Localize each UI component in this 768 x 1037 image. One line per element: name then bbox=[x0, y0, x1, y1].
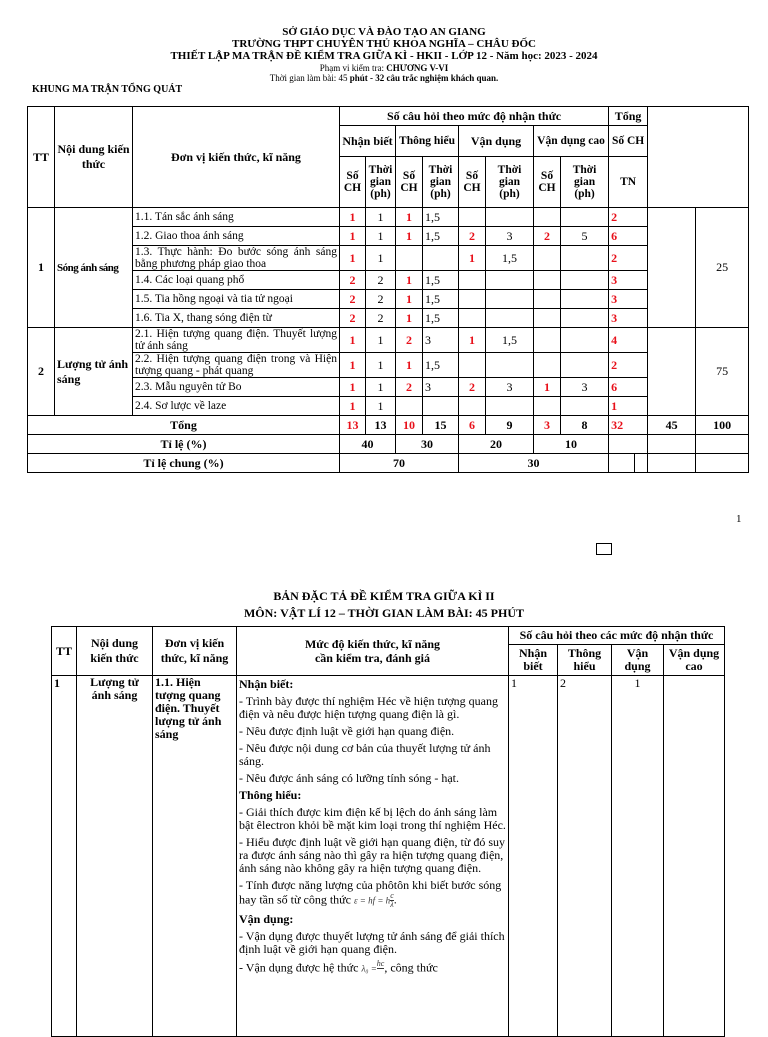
matrix-total-tht: 15 bbox=[423, 416, 459, 435]
th-cell: 1 bbox=[396, 290, 423, 309]
nb-cell: 1 bbox=[340, 328, 366, 353]
tn-cell: 3 bbox=[609, 290, 648, 309]
nbt-cell: 1 bbox=[366, 378, 396, 397]
th-cell: 1 bbox=[396, 271, 423, 290]
tht-cell: 1,5 bbox=[423, 271, 459, 290]
matrix-row bbox=[28, 246, 749, 271]
vd-cell bbox=[459, 397, 486, 416]
matrix-h-th-soch: Số CH bbox=[396, 157, 423, 208]
matrix-h-levels: Số câu hỏi theo mức độ nhận thức bbox=[340, 107, 609, 126]
unit-cell: 1.6. Tia X, thang sóng điện từ bbox=[133, 309, 340, 328]
vdt-cell: 1,5 bbox=[486, 328, 534, 353]
nbt-cell: 2 bbox=[366, 271, 396, 290]
vd-cell: 1 bbox=[459, 246, 486, 271]
spec-item: - Vận dụng được thuyết lượng tử ánh sáng để giải thích định luật về giới hạn quang điện. bbox=[239, 929, 505, 956]
matrix-h-th: Thông hiểu bbox=[396, 126, 459, 157]
spec-item: - Trình bày được thí nghiệm Héc về hiện tượng quang điện và nêu được hiện tượng quang điện là gì. bbox=[239, 694, 498, 721]
vd-formula-line: - Vận dụng được hệ thức λ₀ = hc , công thức bbox=[239, 959, 438, 975]
matrix-total-nbt: 13 bbox=[366, 416, 396, 435]
spec-table bbox=[51, 626, 725, 1037]
matrix-h-vdc: Vận dụng cao bbox=[534, 126, 609, 157]
matrix-h-soch-total: Số CH bbox=[609, 126, 648, 157]
group-name: Lượng tử ánh sáng bbox=[55, 328, 133, 416]
matrix-h-vd-time: Thời gian (ph) bbox=[486, 157, 534, 208]
vdt-cell: 1,5 bbox=[486, 246, 534, 271]
vd-cell: 2 bbox=[459, 378, 486, 397]
vdc-cell: 1 bbox=[534, 378, 561, 397]
matrix-total-nb: 13 bbox=[340, 416, 366, 435]
th-cell bbox=[396, 397, 423, 416]
spec-h-content: Nội dung kiến thức bbox=[77, 627, 153, 676]
spec-h-th: Thông hiểu bbox=[558, 645, 612, 676]
page-number: 1 bbox=[736, 513, 742, 525]
vd-title: Vận dụng: bbox=[239, 912, 294, 926]
vdc-cell bbox=[534, 309, 561, 328]
unit-cell: 1.1. Tán sắc ánh sáng bbox=[133, 208, 340, 227]
tht-cell: 1,5 bbox=[423, 208, 459, 227]
spec-row-unit: 1.1. Hiện tượng quang điện. Thuyết lượng tử ánh sáng bbox=[153, 676, 237, 1037]
matrix-row bbox=[28, 328, 749, 353]
vdct-cell bbox=[561, 353, 609, 378]
vdct-cell bbox=[561, 271, 609, 290]
vdt-cell bbox=[486, 271, 534, 290]
matrix-total-vdc: 3 bbox=[534, 416, 561, 435]
matrix-table bbox=[27, 106, 749, 473]
vd-cell bbox=[459, 208, 486, 227]
vd-cell bbox=[459, 271, 486, 290]
vdct-cell bbox=[561, 246, 609, 271]
spec-h-level: Mức độ kiến thức, kĩ năng cần kiểm tra, đánh giá bbox=[237, 627, 509, 676]
matrix-row bbox=[28, 378, 749, 397]
vdt-cell bbox=[486, 309, 534, 328]
spec-h-vdc: Vận dụng cao bbox=[664, 645, 725, 676]
matrix-h-unit: Đơn vị kiến thức, kĩ năng bbox=[133, 107, 340, 208]
matrix-row bbox=[28, 290, 749, 309]
vdc-cell bbox=[534, 246, 561, 271]
vdct-cell bbox=[561, 208, 609, 227]
matrix-h-tn: TN bbox=[609, 157, 648, 208]
header-line-2: TRƯỜNG THPT CHUYÊN THỦ KHOA NGHĨA – CHÂU ĐỐC bbox=[232, 38, 536, 50]
nb-cell: 1 bbox=[340, 353, 366, 378]
vdc-cell bbox=[534, 328, 561, 353]
vdt-cell bbox=[486, 397, 534, 416]
spec-h-nb: Nhận biết bbox=[509, 645, 558, 676]
matrix-total-vdct: 8 bbox=[561, 416, 609, 435]
group-time bbox=[648, 328, 696, 416]
spec-row-content: Lượng tử ánh sáng bbox=[77, 676, 153, 1037]
vd-cell bbox=[459, 309, 486, 328]
unit-cell: 2.3. Mẫu nguyên tử Bo bbox=[133, 378, 340, 397]
unit-cell: 1.2. Giao thoa ánh sáng bbox=[133, 227, 340, 246]
group-name: Sóng ánh sáng bbox=[55, 208, 133, 328]
tht-cell: 1,5 bbox=[423, 353, 459, 378]
matrix-ratio-label: Tỉ lệ (%) bbox=[28, 435, 340, 454]
vd-cell bbox=[459, 290, 486, 309]
spec-h-vd: Vận dụng bbox=[612, 645, 664, 676]
nbt-cell: 1 bbox=[366, 353, 396, 378]
matrix-total-th: 10 bbox=[396, 416, 423, 435]
header-line-3: THIẾT LẬP MA TRẬN ĐỀ KIỂM TRA GIỮA KÌ - HKII - LỚP 12 - Năm học: 2023 - 2024 bbox=[170, 50, 598, 62]
vdt-cell bbox=[486, 353, 534, 378]
th-cell: 1 bbox=[396, 208, 423, 227]
th-formula-line: - Tính được năng lượng của phôtôn khi biết bước sóng hay tần số từ công thức ε = hf = h $\frac{c}{\lambda}$ . bbox=[239, 878, 502, 909]
nbt-cell: 1 bbox=[366, 328, 396, 353]
vdct-cell bbox=[561, 397, 609, 416]
unit-cell: 2.2. Hiện tượng quang điện trong và Hiện tượng quang - phát quang bbox=[133, 353, 340, 378]
matrix-ratio-vd: 20 bbox=[459, 435, 534, 454]
th-cell bbox=[396, 246, 423, 271]
time-line: Thời gian làm bài: 45 phút - 32 câu trắc nghiệm khách quan. bbox=[269, 73, 499, 83]
unit-cell: 2.1. Hiện tượng quang điện. Thuyết lượng tử ánh sáng bbox=[133, 328, 340, 353]
tn-cell: 3 bbox=[609, 271, 648, 290]
nb-cell: 2 bbox=[340, 290, 366, 309]
matrix-total-pct: 100 bbox=[696, 416, 749, 435]
spec-row-nb: 1 bbox=[509, 676, 558, 1037]
tht-cell: 1,5 bbox=[423, 227, 459, 246]
spec-title-2: MÔN: VẬT LÍ 12 – THỜI GIAN LÀM BÀI: 45 PHÚT bbox=[243, 606, 525, 620]
section-title: KHUNG MA TRẬN TỔNG QUÁT bbox=[32, 84, 183, 95]
matrix-h-vd: Vận dụng bbox=[459, 126, 534, 157]
th-cell: 1 bbox=[396, 353, 423, 378]
matrix-h-nb: Nhận biết bbox=[340, 126, 396, 157]
tht-cell: 1,5 bbox=[423, 290, 459, 309]
spec-item: - Hiểu được định luật về giới hạn quang điện, từ đó suy ra được ánh sáng nào thì gây ra hiện tượng quang điện, ánh sáng nào không gây ra hiện tượng quang điện. bbox=[239, 835, 505, 875]
matrix-ratio-vdc: 10 bbox=[534, 435, 609, 454]
vdc-cell: 2 bbox=[534, 227, 561, 246]
vdc-cell bbox=[534, 353, 561, 378]
th-cell: 1 bbox=[396, 309, 423, 328]
matrix-total-tn: 32 bbox=[609, 416, 648, 435]
vdc-cell bbox=[534, 397, 561, 416]
matrix-h-tt: TT bbox=[28, 107, 55, 208]
matrix-row bbox=[28, 271, 749, 290]
tn-cell: 2 bbox=[609, 208, 648, 227]
vdc-cell bbox=[534, 271, 561, 290]
nbt-cell: 2 bbox=[366, 309, 396, 328]
th-cell: 2 bbox=[396, 328, 423, 353]
tht-cell bbox=[423, 246, 459, 271]
vdct-cell bbox=[561, 309, 609, 328]
th-cell: 2 bbox=[396, 378, 423, 397]
tn-cell: 3 bbox=[609, 309, 648, 328]
spec-item: - Nêu được định luật về giới hạn quang điện. bbox=[239, 724, 455, 738]
matrix-h-nb-time: Thời gian (ph) bbox=[366, 157, 396, 208]
spec-row-th: 2 bbox=[558, 676, 612, 1037]
spec-row-vdc bbox=[664, 676, 725, 1037]
scope-line: Phạm vi kiểm tra: CHƯƠNG V-VI bbox=[319, 63, 449, 73]
matrix-row bbox=[28, 397, 749, 416]
spec-row-vd: 1 bbox=[612, 676, 664, 1037]
matrix-ratio-th: 30 bbox=[396, 435, 459, 454]
matrix-h-th-time: Thời gian (ph) bbox=[423, 157, 459, 208]
nb-cell: 1 bbox=[340, 227, 366, 246]
group-percent: 75 bbox=[696, 328, 749, 416]
nb-title: Nhận biết: bbox=[239, 677, 294, 691]
unit-cell: 1.5. Tia hồng ngoại và tia tử ngoại bbox=[133, 290, 340, 309]
group-time bbox=[648, 208, 696, 328]
group-tt: 2 bbox=[28, 328, 55, 416]
tn-cell: 1 bbox=[609, 397, 648, 416]
vdt-cell bbox=[486, 290, 534, 309]
matrix-h-content: Nội dung kiến thức bbox=[55, 107, 133, 208]
nbt-cell: 2 bbox=[366, 290, 396, 309]
header-line-1: SỞ GIÁO DỤC VÀ ĐÀO TẠO AN GIANG bbox=[282, 26, 486, 38]
spec-item: - Nêu được ánh sáng có lưỡng tính sóng - hạt. bbox=[239, 771, 459, 785]
nbt-cell: 1 bbox=[366, 208, 396, 227]
vdct-cell: 5 bbox=[561, 227, 609, 246]
tht-cell: 3 bbox=[423, 328, 459, 353]
matrix-total-vd: 6 bbox=[459, 416, 486, 435]
vdt-cell: 3 bbox=[486, 378, 534, 397]
spec-row-desc bbox=[237, 676, 509, 1037]
tn-cell: 6 bbox=[609, 378, 648, 397]
spec-h-tt: TT bbox=[52, 627, 77, 676]
matrix-row bbox=[28, 353, 749, 378]
vdt-cell bbox=[486, 208, 534, 227]
tn-cell: 6 bbox=[609, 227, 648, 246]
nb-cell: 2 bbox=[340, 271, 366, 290]
vdt-cell: 3 bbox=[486, 227, 534, 246]
matrix-common-a: 70 bbox=[340, 454, 459, 473]
nbt-cell: 1 bbox=[366, 397, 396, 416]
vdc-cell bbox=[534, 290, 561, 309]
matrix-ratio-nb: 40 bbox=[340, 435, 396, 454]
spec-row-tt: 1 bbox=[52, 676, 77, 1037]
nbt-cell: 1 bbox=[366, 246, 396, 271]
tht-cell: 1,5 bbox=[423, 309, 459, 328]
matrix-total-time: 45 bbox=[648, 416, 696, 435]
tht-cell bbox=[423, 397, 459, 416]
th-cell: 1 bbox=[396, 227, 423, 246]
vd-cell: 2 bbox=[459, 227, 486, 246]
nb-cell: 1 bbox=[340, 378, 366, 397]
vd-cell: 1 bbox=[459, 328, 486, 353]
matrix-h-nb-soch: Số CH bbox=[340, 157, 366, 208]
matrix-row bbox=[28, 309, 749, 328]
checkbox-square bbox=[596, 543, 612, 555]
matrix-total-vdt: 9 bbox=[486, 416, 534, 435]
spec-item: - Nêu được nội dung cơ bản của thuyết lượng tử ánh sáng. bbox=[239, 741, 491, 768]
nb-cell: 1 bbox=[340, 397, 366, 416]
th-title: Thông hiểu: bbox=[239, 788, 302, 802]
tn-cell: 2 bbox=[609, 353, 648, 378]
group-tt: 1 bbox=[28, 208, 55, 328]
tn-cell: 2 bbox=[609, 246, 648, 271]
group-percent: 25 bbox=[696, 208, 749, 328]
spec-title-1: BẢN ĐẶC TẢ ĐỀ KIỂM TRA GIỮA KÌ II bbox=[273, 589, 495, 603]
matrix-h-total: Tổng bbox=[609, 107, 648, 126]
spec-h-unit: Đơn vị kiến thức, kĩ năng bbox=[153, 627, 237, 676]
unit-cell: 1.4. Các loại quang phổ bbox=[133, 271, 340, 290]
tht-cell: 3 bbox=[423, 378, 459, 397]
vdct-cell: 3 bbox=[561, 378, 609, 397]
unit-cell: 1.3. Thực hành: Đo bước sóng ánh sáng bằng phương pháp giao thoa bbox=[133, 246, 340, 271]
vdct-cell bbox=[561, 328, 609, 353]
vdct-cell bbox=[561, 290, 609, 309]
nb-cell: 2 bbox=[340, 309, 366, 328]
spec-item: - Giải thích được kim điện kế bị lệch do ánh sáng làm bật êlectron khỏi bề mặt kim loại trong thí nghiệm Héc. bbox=[239, 805, 506, 832]
nbt-cell: 1 bbox=[366, 227, 396, 246]
tn-cell: 4 bbox=[609, 328, 648, 353]
matrix-row bbox=[28, 208, 749, 227]
matrix-h-vdc-time: Thời gian (ph) bbox=[561, 157, 609, 208]
vd-cell bbox=[459, 353, 486, 378]
matrix-common-label: Tỉ lệ chung (%) bbox=[28, 454, 340, 473]
matrix-h-vd-soch: Số CH bbox=[459, 157, 486, 208]
spec-h-counts: Số câu hỏi theo các mức độ nhận thức bbox=[509, 627, 725, 645]
unit-cell: 2.4. Sơ lược về laze bbox=[133, 397, 340, 416]
matrix-h-vdc-soch: Số CH bbox=[534, 157, 561, 208]
nb-cell: 1 bbox=[340, 208, 366, 227]
matrix-common-b: 30 bbox=[459, 454, 609, 473]
nb-cell: 1 bbox=[340, 246, 366, 271]
matrix-total-label: Tổng bbox=[28, 416, 340, 435]
matrix-row bbox=[28, 227, 749, 246]
vdc-cell bbox=[534, 208, 561, 227]
